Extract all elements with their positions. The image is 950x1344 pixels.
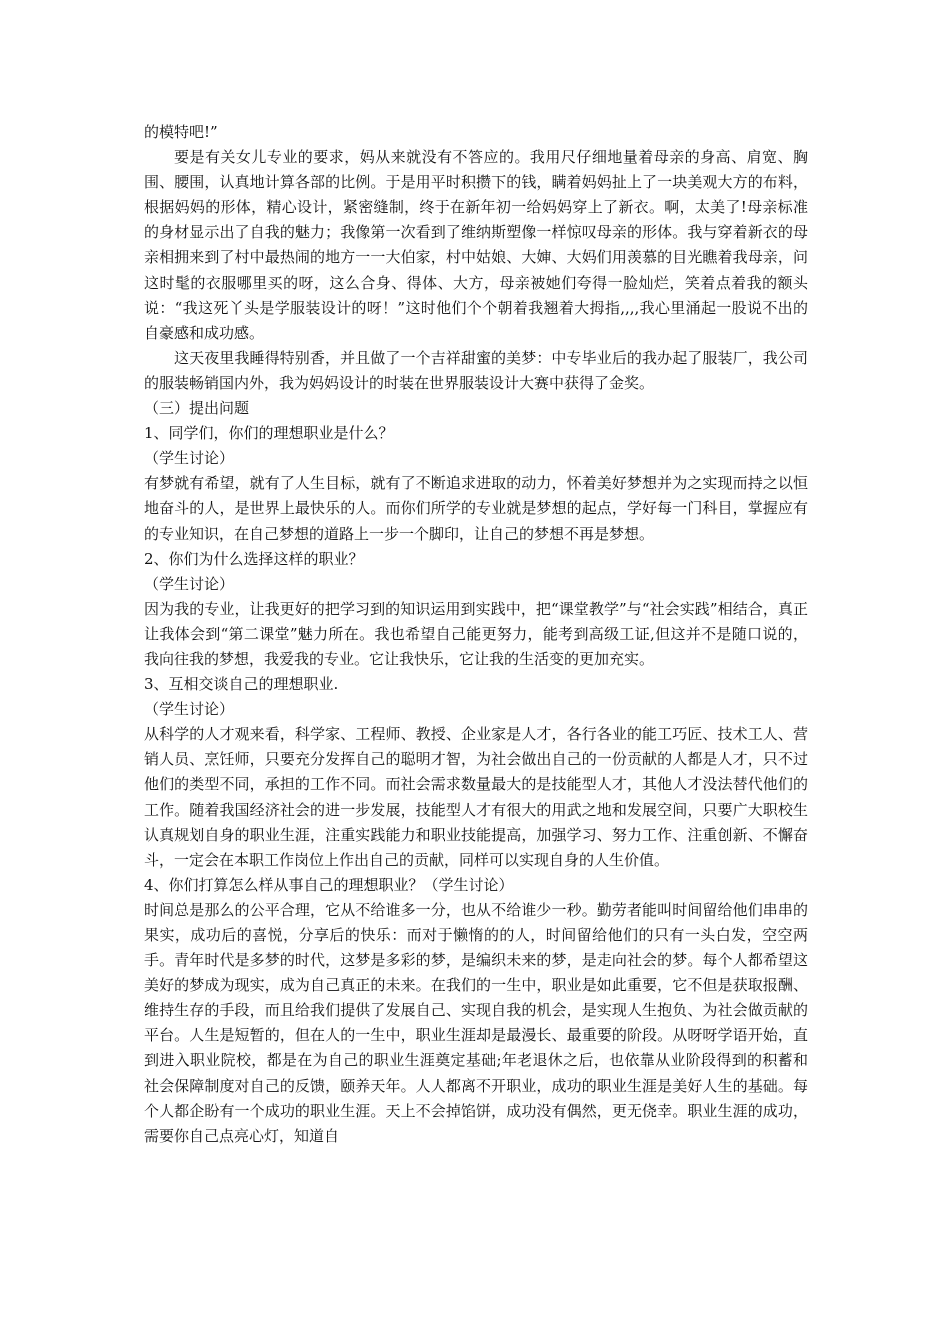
- paragraph-continuation: 的模特吧!”: [144, 123, 218, 141]
- paragraph-story-new-clothes: 要是有关女儿专业的要求，妈从来就没有不答应的。我用尺仔细地量着母亲的身高、肩宽、胸围、腰围，认真地计算各部的比例。于是用平时积攒下的钱，瞒着妈妈扯上了一块美观大方的布料，根据妈妈的形体，精心设计，紧密缝制，终于在新年初一给妈妈穿上了新衣。啊，太美了!母亲标准的身材显示出了自我的魅力；我像第一次看到了维纳斯塑像一样惊叹母亲的形体。我与穿着新衣的母亲相拥来到了村中最热闹的地方一一大伯家，村中姑娘、大婶、大妈们用羡慕的目光瞧着我母亲，问这时髦的衣服哪里买的呀，这么合身、得体、大方，母亲被她们夸得一脸灿烂，笑着点着我的额头说：“我这死丫头是学服装设计的呀！”这时他们个个朝着我翘着大拇指,,,,我心里涌起一股说不出的自豪感和成功感。: [144, 148, 808, 342]
- answer-2: 因为我的专业，让我更好的把学习到的知识运用到实践中，把“课堂教学”与“社会实践”相结合，真正让我体会到“第二课堂”魅力所在。我也希望自己能更努力，能考到高级工证,但这并不是随口说的，我向往我的梦想，我爱我的专业。它让我快乐，它让我的生活变的更加充实。: [144, 599, 808, 668]
- question-2: 2、你们为什么选择这样的职业？: [144, 549, 364, 568]
- discussion-note-2: （学生讨论）: [144, 574, 235, 593]
- answer-4: 时间总是那么的公平合理，它从不给谁多一分，也从不给谁少一秒。勤劳者能叫时间留给他们串串的果实，成功后的喜悦，分享后的快乐：而对于懒惰的的人，时间留给他们的只有一头白发，空空两手。青年时代是多梦的时代，这梦是多彩的梦，是编织未来的梦，是走向社会的梦。每个人都希望这美好的梦成为现实，成为自己真正的未来。在我们的一生中，职业是如此重要，它不但是获取报酬、维持生存的手段，而且给我们提供了发展自己、实现自我的机会，是实现人生抱负、为社会做贡献的平台。人生是短暂的，但在人的一生中，职业生涯却是最漫长、最重要的阶段。从呀呀学语开始，直到进入职业院校，都是在为自己的职业生涯奠定基础;年老退休之后，也依靠从业阶段得到的积蓄和社会保障制度对自己的反馈，颐养天年。人人都离不开职业，成功的职业生涯是美好人生的基础。每个人都企盼有一个成功的职业生涯。天上不会掉馅饼，成功没有偶然，更无侥幸。职业生涯的成功，需要你自己点亮心灯，知道自: [144, 900, 808, 1145]
- discussion-note-3: （学生讨论）: [144, 700, 235, 719]
- answer-1: 有梦就有希望，就有了人生目标，就有了不断追求进取的动力，怀着美好梦想并为之实现而持之以恒地奋斗的人，是世界上最快乐的人。而你们所学的专业就是梦想的起点，学好每一门科目，掌握应有的专业知识，在自己梦想的道路上一步一个脚印，让自己的梦想不再是梦想。: [144, 474, 808, 543]
- question-4: 4、你们打算怎么样从事自己的理想职业？（学生讨论）: [144, 875, 514, 894]
- paragraph-story-dream: 这天夜里我睡得特别香，并且做了一个吉祥甜蜜的美梦：中专毕业后的我办起了服装厂，我公司的服装畅销国内外，我为妈妈设计的时装在世界服装设计大赛中获得了金奖。: [144, 348, 808, 392]
- question-1: 1、同学们，你们的理想职业是什么？: [144, 424, 394, 443]
- document-page: [144, 120, 808, 1149]
- discussion-note-1: （学生讨论）: [144, 449, 235, 468]
- question-3: 3、互相交谈自己的理想职业.: [144, 675, 339, 694]
- section-heading: （三）提出问题: [144, 399, 250, 418]
- answer-3: 从科学的人才观来看，科学家、工程师、教授、企业家是人才，各行各业的能工巧匠、技术工人、营销人员、烹饪师，只要充分发挥自己的聪明才智，为社会做出自己的一份贡献的人都是人才，只不过他们的类型不同，承担的工作不同。而社会需求数量最大的是技能型人才，其他人才没法替代他们的工作。随着我国经济社会的进一步发展，技能型人才有很大的用武之地和发展空间，只要广大职校生认真规划自身的职业生涯，注重实践能力和职业技能提高，加强学习、努力工作、注重创新、不懈奋斗，一定会在本职工作岗位上作出自己的贡献，同样可以实现自身的人生价值。: [144, 725, 808, 869]
